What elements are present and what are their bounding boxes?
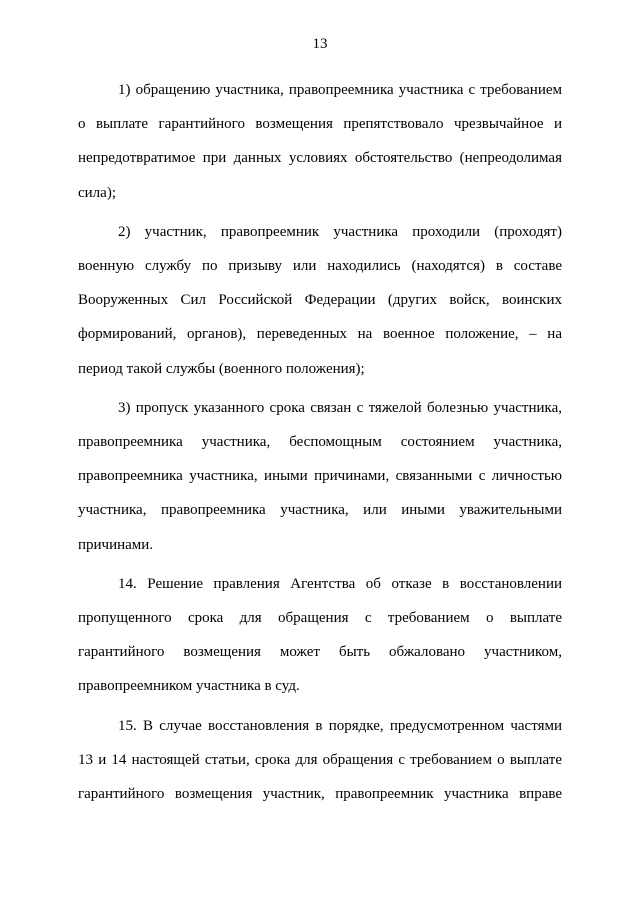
paragraph-item-2: 2) участник, правопреемник участника проходили (проходят) военную службу по призыву или находились (находятся) в составе Вооруженных Сил Российской Федерации (других войск, воинских формирований, органов), переведенных на военное положение, – на период такой службы (военного положения); <box>78 223 562 377</box>
document-body <box>78 73 562 816</box>
paragraph-14: 14. Решение правления Агентства об отказе в восстановлении пропущенного срока для обращения с требованием о выплате гарантийного возмещения может быть обжаловано участником, правопреемником участника в суд. <box>78 575 562 695</box>
paragraph-item-1: 1) обращению участника, правопреемника участника с требованием о выплате гарантийного возмещения препятствовало чрезвычайное и непредотвратимое при данных условиях обстоятельство (непреодолимая сила); <box>78 82 562 201</box>
paragraph-item-3: 3) пропуск указанного срока связан с тяжелой болезнью участника, правопреемника участника, беспомощным состоянием участника, правопреемника участника, иными причинами, связанными с личностью участника, правопреемника участника, или иными уважительными причинами. <box>78 399 562 553</box>
page-number: 13 <box>312 36 328 52</box>
paragraph-15: 15. В случае восстановления в порядке, предусмотренном частями 13 и 14 настоящей статьи, срока для обращения с требованием о выплате гарантийного возмещения участник, правопреемник участника вправе <box>78 717 562 803</box>
